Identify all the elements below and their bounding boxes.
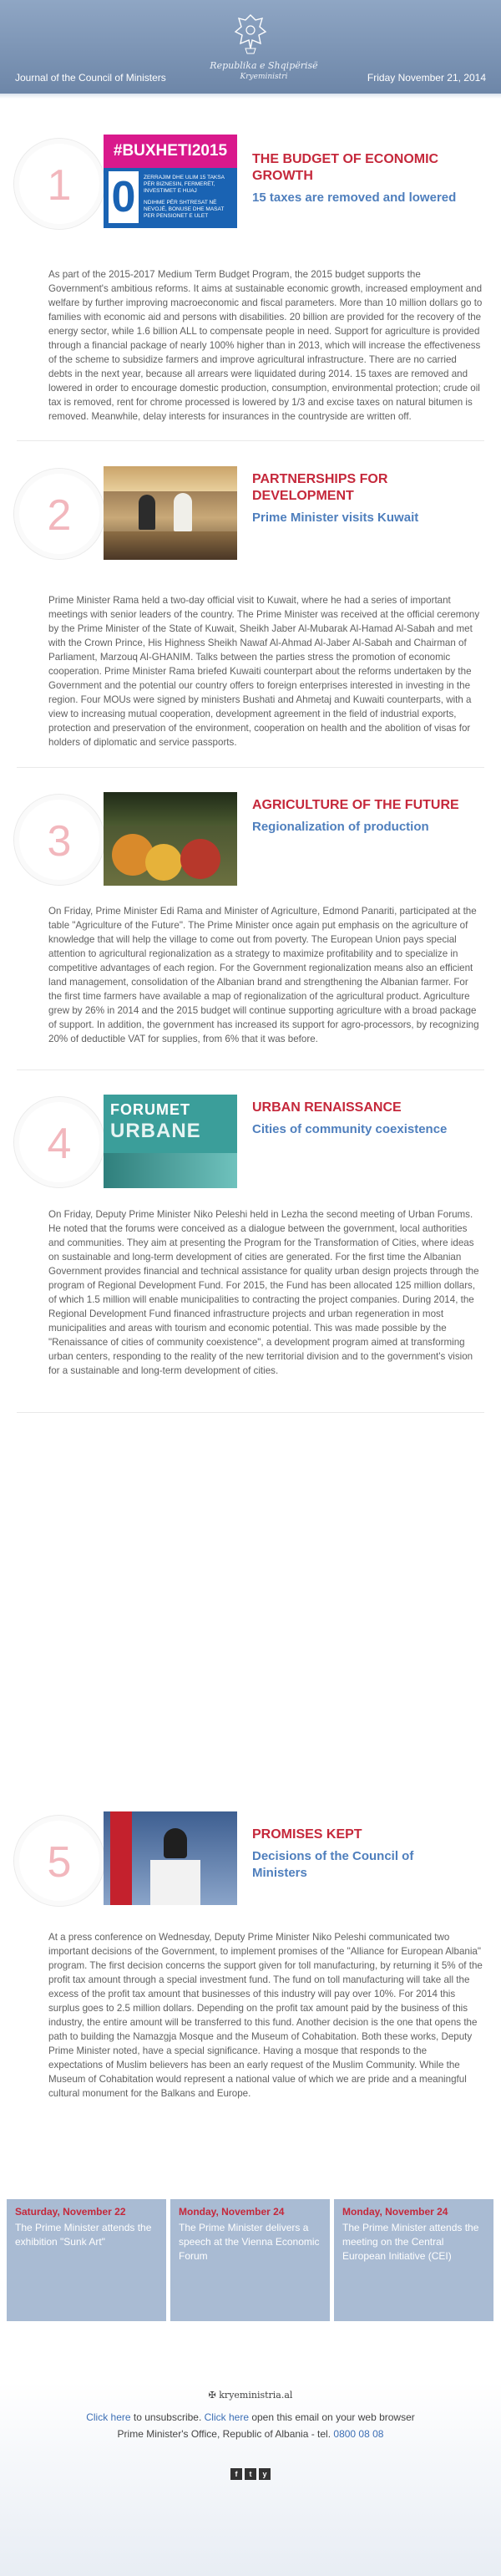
web-version-link[interactable]: Click here	[204, 2411, 249, 2423]
urban-forum-image[interactable]	[104, 1095, 237, 1188]
event-text: The Prime Minister attends the meeting on the Central European Initiative (CEI)	[342, 2222, 479, 2262]
unsubscribe-line: Click here to unsubscribe. Click here open this email on your web browser	[86, 2411, 415, 2423]
section-body: On Friday, Prime Minister Edi Rama and Minister of Agriculture, Edmond Panariti, participated at the table "Agriculture of the Future". The Prime Minister once again put emphasis on the agriculture of knowledge that will help the village to come out from poverty. The European Union pays special attention to agricultural regionalization as a strategy to maximize profitability and to specialize in competitive advantages of each region. For the Government regionalization means also an efficient land management, consolidation of the Albanian brand and strengthening the Albanian farmer. For the first time farmers have available a map of regionalization of the agricultural product. Agriculture grew by 26% in 2014 and the 2015 budget will continue supporting agriculture with a broad package of support. In addition, the government has increased its support for agro-processors, by recognizing 20% of deductible VAT for supplies, from 6% that it was before.	[48, 906, 479, 1044]
section-subtitle: Decisions of the Council of Ministers	[252, 1849, 414, 1880]
section-number-badge	[13, 1815, 105, 1907]
section-subtitle: Prime Minister visits Kuwait	[252, 511, 419, 525]
office-line: Prime Minister's Office, Republic of Albania - tel. 0800 08 08	[117, 2428, 384, 2440]
issue-date: Friday November 21, 2014	[367, 72, 486, 84]
forum-text: FORUMET	[110, 1101, 190, 1118]
section-title: AGRICULTURE OF THE FUTURE	[252, 798, 459, 812]
youtube-icon[interactable]: y	[259, 2468, 271, 2480]
footer	[0, 2381, 501, 2576]
facebook-icon[interactable]: f	[230, 2468, 242, 2480]
event-card[interactable]	[7, 2199, 166, 2321]
section-subtitle: Cities of community coexistence	[252, 1122, 448, 1136]
section-number: 3	[47, 817, 72, 866]
header-banner	[0, 0, 501, 94]
event-date: Monday, November 24	[179, 2206, 285, 2218]
hashtag-label: #BUXHETI2015	[113, 142, 228, 160]
twitter-icon[interactable]: t	[245, 2468, 256, 2480]
section-number-badge	[13, 794, 105, 886]
person-figure	[174, 493, 192, 531]
section-body: Prime Minister Rama held a two-day official visit to Kuwait, where he had a series of important meetings with senior leaders of the country. The Prime Minister was received at the official ceremony by the Prime Minister of the State of Kuwait, Sheikh Jaber Al-Mubarak Al-Hamad Al-Sabah and met with the Crown Prince, His Highness Sheikh Nawaf Al-Ahmad Al-Jaber Al-Sabah and Chairman of Parliament, Marzouq Al-GHANIM. Talks between the parties stress the promotion of economic cooperation. Prime Minister Rama briefed Kuwaiti counterpart about the reforms undertaken by the Government and the potential our country offers to foreign enterprises interested in investing in the region. Four MOUs were signed by ministers Bushati and Ahmetaj and Kuwaiti counterparts, with a view to increasing mutual cooperation, development agreement in the field of industrial exports, protection and preservation of the environment, cooperation on health and the abolition of visas for holders of diplomatic and service passports.	[48, 595, 480, 748]
header-divider	[0, 94, 501, 99]
section-divider	[17, 1412, 484, 1413]
upcoming-events	[7, 2199, 494, 2321]
section-number-badge	[13, 468, 105, 560]
budget-image[interactable]	[104, 135, 237, 228]
section-title: PROMISES KEPT	[252, 1827, 362, 1842]
section-number: 4	[47, 1120, 72, 1168]
zero-figure: 0	[109, 171, 139, 223]
person-figure	[139, 495, 155, 530]
section-number: 2	[47, 491, 72, 540]
press-conference-photo[interactable]	[104, 1811, 237, 1905]
section-body: As part of the 2015-2017 Medium Term Budget Program, the 2015 budget supports the Government's ambitious reforms. It aims at sustainable economic growth, increased employment and welfare by further improving macroeconomic and fiscal parameters. More than 10 million dollars go to families with economic aid and persons with disabilities. 20 billion are provided for the recovery of the energy sector, while 1.6 billion ALL to compensate people in need. Support for agriculture is provided through a financial package of nearly 100% higher than in 2013, which will increase the effectiveness of the scheme to subsidize farmers and improve agricultural infrastructure. There are no carried debts in the next year, because all arrears were liquidated during 2014. 15 taxes are removed and lowered in order to encourage domestic production, consumption, environmental protection; crude oil tax is removed, rent for chrome processed is lowered by 1/3 and excise taxes on natural bitumen is removed. Meanwhile, delay interests for insurances in the countryside are written off.	[48, 269, 483, 422]
event-card[interactable]	[170, 2199, 330, 2321]
section-number-badge	[13, 1096, 105, 1188]
event-card[interactable]	[334, 2199, 493, 2321]
image-caption-1: ZERRAJIM DHE ULIM 15 TAKSA PËR BIZNESIN, FERMERËT, INVESTIMET E HUAJ	[144, 175, 225, 194]
speaker-figure	[164, 1828, 187, 1858]
section-divider	[17, 440, 484, 441]
section-divider	[17, 767, 484, 768]
podium	[150, 1860, 200, 1905]
image-caption-2: NDIHME PËR SHTRESAT NË NEVOJË, BONUSE DHE MASAT PER PENSIONET E ULET	[144, 200, 225, 219]
section-number: 1	[47, 161, 72, 210]
section-title: URBAN RENAISSANCE	[252, 1100, 402, 1115]
section-number-badge	[13, 138, 105, 230]
section-title: THE BUDGET OF ECONOMIC GROWTH	[252, 152, 439, 183]
albania-emblem-icon	[234, 12, 267, 55]
event-date: Monday, November 24	[342, 2206, 448, 2218]
section-title: PARTNERSHIPS FOR DEVELOPMENT	[252, 472, 388, 503]
section-body: At a press conference on Wednesday, Deputy Prime Minister Niko Peleshi communicated two important decisions of the Government, to implement promises of the "Alliance for European Albania" program. The first decision concerns the support given for toll manufacturing, by returning it 5% of the profit tax amount through a special investment fund. The fund on toll manufacturing will take all the excess of the profit tax amount that businesses of this industry will pay over 10%. For 2014 this surplus goes to 2.5 million dollars. Depending on the profit tax amount paid by the business of this industry, the entire amount will be transferred to this fund. Another decision is the one that opens the path to building the Namazgja Mosque and the Museum of Cohabitation. Both these works, Deputy Prime Minister noted, have a special significance. Having a mosque that responds to the expectations of Muslim believers has been an early request of the Muslim Community. While the Museum of Cohabitation would represent a national value of which we are pride and a meaningful cultural monument for the Balkans and Europe.	[48, 1932, 483, 2099]
albanian-flag	[110, 1811, 132, 1905]
urban-text: URBANE	[110, 1120, 201, 1142]
unsubscribe-link[interactable]: Click here	[86, 2411, 131, 2423]
event-text: The Prime Minister delivers a speech at the Vienna Economic Forum	[179, 2222, 320, 2262]
agriculture-photo[interactable]	[104, 792, 237, 886]
section-subtitle: Regionalization of production	[252, 820, 429, 834]
republic-title: Republika e Shqipërisë	[210, 60, 318, 71]
republic-subtitle: Kryeministri	[240, 73, 288, 81]
site-link[interactable]: kryeministria.al	[219, 2390, 293, 2401]
journal-label: Journal of the Council of Ministers	[15, 72, 166, 84]
phone-number[interactable]: 0800 08 08	[333, 2428, 384, 2440]
kuwait-visit-photo[interactable]	[104, 466, 237, 560]
section-body: On Friday, Deputy Prime Minister Niko Peleshi held in Lezha the second meeting of Urban Forums. He noted that the forums were conceived as a dialogue between the government, local authorities and communities. They aim at presenting the Program for the Transformation of Cities, where ideas on sustainable and long-term development of cities are generated. For the first time the Albanian Government provides financial and technical assistance for quality urban design projects through the program of Regional Development Fund. For 2015, the Fund has been allocated 125 million dollars, of which 1.5 million will enable municipalities to contracting the project companies. During 2014, the Regional Development Fund financed infrastructure projects and urban regeneration in most municipalities and areas with tourism and economic potential. This was made possible by the "Renaissance of cities of community coexistence", a development program aimed at transforming urban centers, responding to the reality of the new territorial division and to the government's vision for a sustainable and long-term development of cities.	[48, 1209, 479, 1376]
section-number: 5	[47, 1838, 72, 1887]
section-subtitle: 15 taxes are removed and lowered	[252, 191, 457, 205]
event-date: Saturday, November 22	[15, 2206, 126, 2218]
event-text: The Prime Minister attends the exhibition "Sunk Art"	[15, 2222, 152, 2248]
emblem-small-icon: ✠	[208, 2390, 220, 2401]
footer-site[interactable]	[0, 2390, 501, 2401]
